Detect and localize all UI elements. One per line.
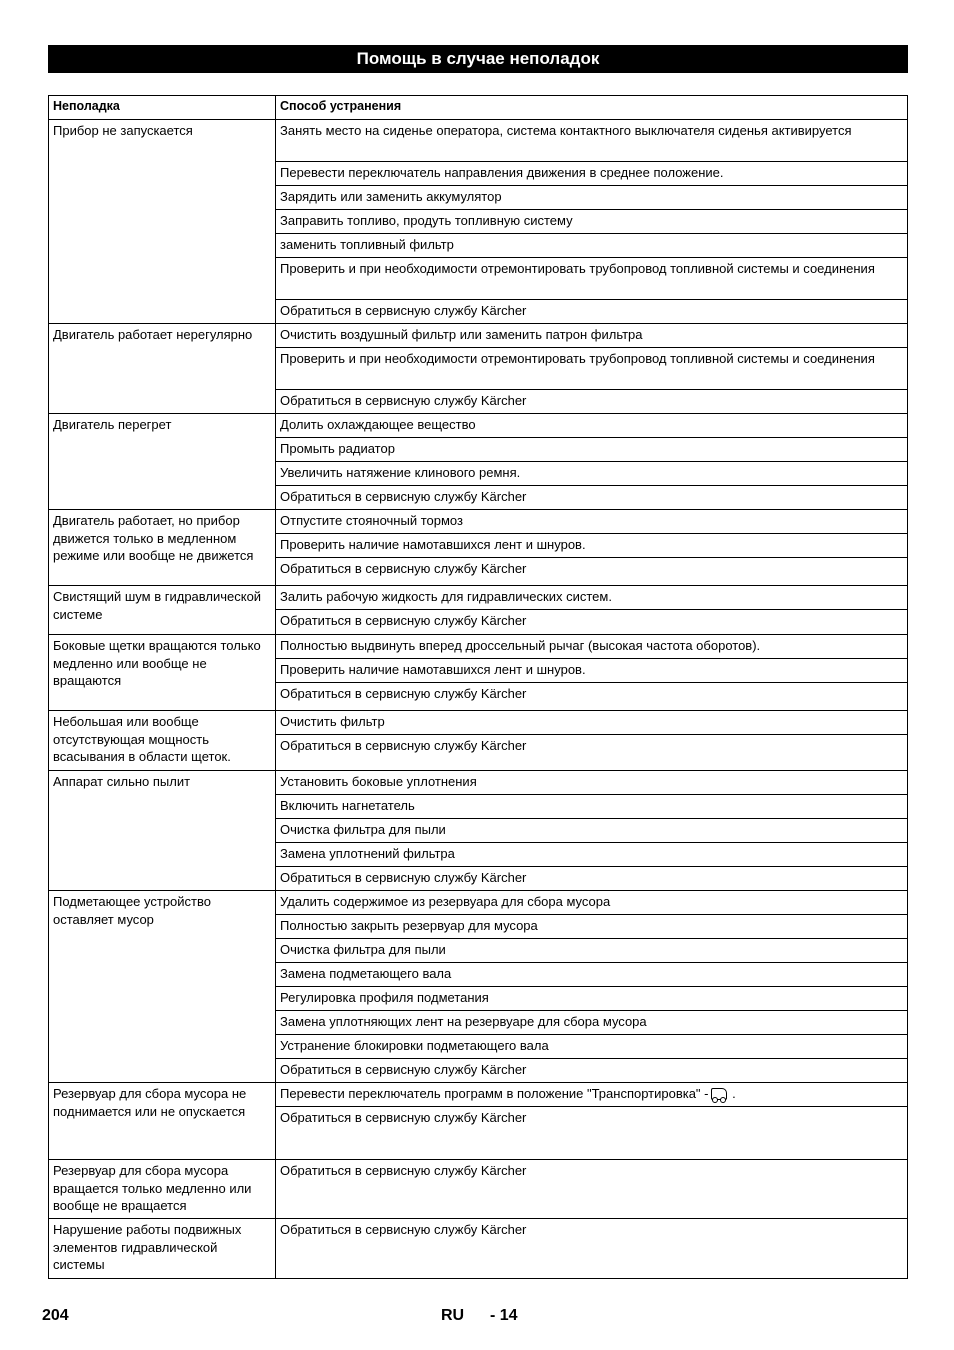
table-row	[49, 635, 908, 659]
remedy-cell	[276, 486, 908, 510]
language-code: RU	[441, 1307, 465, 1324]
transport-vehicle-icon	[711, 1088, 727, 1100]
remedy-text: Перевести переключатель направления движения в среднее положение.	[280, 165, 724, 180]
table-row	[49, 1083, 908, 1107]
remedy-text: Замена уплотнений фильтра	[280, 846, 455, 861]
problem-cell: Подметающее устройство оставляет мусор	[49, 891, 276, 1083]
table-row	[49, 414, 908, 438]
remedy-text: Обратиться в сервисную службу Kärcher	[280, 489, 527, 504]
remedy-text: Замена подметающего вала	[280, 966, 452, 981]
remedy-cell	[276, 963, 908, 987]
problem-cell: Свистящий шум в гидравлической системе	[49, 586, 276, 635]
remedy-cell	[276, 1107, 908, 1160]
remedy-text: Проверить наличие намотавшихся лент и шнуров.	[280, 662, 586, 677]
table-row	[49, 891, 908, 915]
page-title: Помощь в случае неполадок	[48, 45, 908, 73]
remedy-text: Обратиться в сервисную службу Kärcher	[280, 561, 527, 576]
remedy-text: Очистка фильтра для пыли	[280, 822, 446, 837]
remedy-text: Обратиться в сервисную службу Kärcher	[280, 613, 527, 628]
remedy-cell	[276, 891, 908, 915]
remedy-text: Обратиться в сервисную службу Kärcher	[280, 393, 527, 408]
remedy-cell	[276, 1059, 908, 1083]
remedy-text: Перевести переключатель программ в положение "Транспортировка" -	[280, 1086, 709, 1101]
remedy-cell	[276, 1219, 908, 1279]
remedy-cell	[276, 558, 908, 586]
remedy-text: Замена уплотняющих лент на резервуаре для сбора мусора	[280, 1014, 647, 1029]
remedy-text: Очистка фильтра для пыли	[280, 942, 446, 957]
remedy-cell	[276, 390, 908, 414]
table-row	[49, 1219, 908, 1279]
table-row	[49, 324, 908, 348]
remedy-text: Удалить содержимое из резервуара для сбора мусора	[280, 894, 611, 909]
remedy-cell	[276, 462, 908, 486]
remedy-cell	[276, 348, 908, 390]
remedy-cell	[276, 586, 908, 610]
table-row	[49, 771, 908, 795]
remedy-text: Долить охлаждающее вещество	[280, 417, 476, 432]
problem-cell: Двигатель работает, но прибор движется только в медленном режиме или вообще не движется	[49, 510, 276, 586]
remedy-text: Обратиться в сервисную службу Kärcher	[280, 1062, 527, 1077]
remedy-text: Промыть радиатор	[280, 441, 395, 456]
remedy-cell	[276, 162, 908, 186]
remedy-text: Занять место на сиденье оператора, система контактного выключателя сиденья активируется	[280, 123, 852, 138]
table-row	[49, 120, 908, 162]
page-number: 204	[42, 1307, 69, 1324]
remedy-text: Обратиться в сервисную службу Kärcher	[280, 738, 527, 753]
remedy-text: Проверить наличие намотавшихся лент и шнуров.	[280, 537, 586, 552]
remedy-text: Увеличить натяжение клинового ремня.	[280, 465, 521, 480]
table-row	[49, 711, 908, 735]
remedy-cell	[276, 1035, 908, 1059]
troubleshooting-table	[48, 95, 908, 1279]
remedy-cell	[276, 819, 908, 843]
remedy-cell	[276, 324, 908, 348]
header-problem: Неполадка	[49, 96, 276, 120]
remedy-cell	[276, 659, 908, 683]
remedy-cell	[276, 683, 908, 711]
remedy-cell	[276, 987, 908, 1011]
remedy-cell	[276, 120, 908, 162]
problem-cell: Двигатель работает нерегулярно	[49, 324, 276, 414]
remedy-text: Залить рабочую жидкость для гидравлических систем.	[280, 589, 612, 604]
remedy-text: Обратиться в сервисную службу Kärcher	[280, 686, 527, 701]
remedy-text: Зарядить или заменить аккумулятор	[280, 189, 502, 204]
remedy-cell	[276, 186, 908, 210]
remedy-cell	[276, 635, 908, 659]
problem-cell: Боковые щетки вращаются только медленно или вообще не вращаются	[49, 635, 276, 711]
remedy-text: Обратиться в сервисную службу Kärcher	[280, 1163, 527, 1178]
remedy-text: Проверить и при необходимости отремонтировать трубопровод топливной системы и соединения	[280, 261, 875, 276]
header-remedy: Способ устранения	[276, 96, 908, 120]
remedy-cell	[276, 534, 908, 558]
remedy-cell	[276, 771, 908, 795]
remedy-cell	[276, 234, 908, 258]
remedy-cell	[276, 843, 908, 867]
remedy-text: Регулировка профиля подметания	[280, 990, 489, 1005]
problem-cell: Резервуар для сбора мусора не поднимается или не опускается	[49, 1083, 276, 1160]
remedy-cell	[276, 1160, 908, 1219]
remedy-text: Отпустите стояночный тормоз	[280, 513, 463, 528]
remedy-text: Обратиться в сервисную службу Kärcher	[280, 1222, 527, 1237]
remedy-text: Очистить воздушный фильтр или заменить патрон фильтра	[280, 327, 643, 342]
remedy-cell	[276, 795, 908, 819]
remedy-cell	[276, 510, 908, 534]
remedy-cell	[276, 915, 908, 939]
remedy-text: Установить боковые уплотнения	[280, 774, 477, 789]
remedy-text: Устранение блокировки подметающего вала	[280, 1038, 549, 1053]
remedy-cell	[276, 610, 908, 635]
remedy-cell	[276, 711, 908, 735]
problem-cell: Резервуар для сбора мусора вращается только медленно или вообще не вращается	[49, 1160, 276, 1219]
problem-cell: Двигатель перегрет	[49, 414, 276, 510]
remedy-text: Обратиться в сервисную службу Kärcher	[280, 1110, 527, 1125]
remedy-text: заменить топливный фильтр	[280, 237, 454, 252]
remedy-text: Полностью выдвинуть вперед дроссельный рычаг (высокая частота оборотов).	[280, 638, 761, 653]
table-row	[49, 586, 908, 610]
remedy-cell	[276, 300, 908, 324]
table-row	[49, 510, 908, 534]
table-header-row	[49, 96, 908, 120]
remedy-text: Очистить фильтр	[280, 714, 385, 729]
remedy-cell: Перевести переключатель программ в положение "Транспортировка" - .	[276, 1083, 908, 1107]
remedy-text: Обратиться в сервисную службу Kärcher	[280, 870, 527, 885]
remedy-text: Проверить и при необходимости отремонтировать трубопровод топливной системы и соединения	[280, 351, 875, 366]
remedy-text: Включить нагнетатель	[280, 798, 415, 813]
remedy-cell	[276, 735, 908, 771]
remedy-text: Заправить топливо, продуть топливную систему	[280, 213, 573, 228]
table-row	[49, 1160, 908, 1219]
remedy-cell	[276, 939, 908, 963]
remedy-cell	[276, 414, 908, 438]
section-page: - 14	[490, 1307, 518, 1324]
remedy-cell	[276, 867, 908, 891]
problem-cell: Прибор не запускается	[49, 120, 276, 324]
remedy-cell	[276, 258, 908, 300]
remedy-text: Обратиться в сервисную службу Kärcher	[280, 303, 527, 318]
problem-cell: Нарушение работы подвижных элементов гидравлической системы	[49, 1219, 276, 1279]
remedy-cell	[276, 210, 908, 234]
remedy-cell	[276, 438, 908, 462]
problem-cell: Небольшая или вообще отсутствующая мощность всасывания в области щеток.	[49, 711, 276, 771]
problem-cell: Аппарат сильно пылит	[49, 771, 276, 891]
remedy-cell	[276, 1011, 908, 1035]
remedy-text: Полностью закрыть резервуар для мусора	[280, 918, 538, 933]
